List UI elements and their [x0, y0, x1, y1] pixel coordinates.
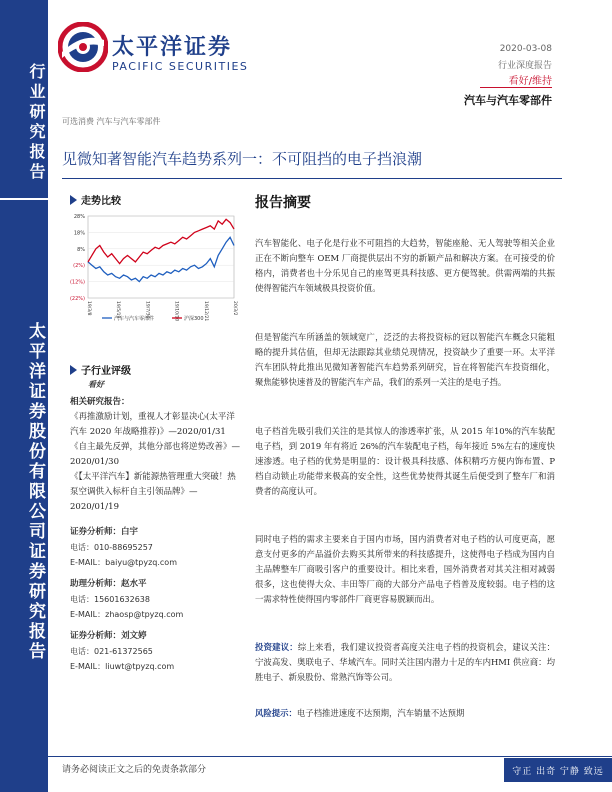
footer-motto: 守正 出奇 宁静 致远 — [504, 758, 612, 782]
series-line — [88, 219, 234, 263]
y-tick-label: (2%) — [73, 263, 85, 270]
y-tick-label: 28% — [73, 214, 85, 220]
trend-chart — [62, 208, 242, 328]
analyst-block — [70, 576, 240, 622]
related-reports — [70, 395, 240, 515]
legend-label: 沪深300 — [184, 316, 204, 322]
x-tick-label: 19/10/10 — [173, 301, 179, 322]
analyst-role: 证券分析师： — [70, 631, 122, 641]
analyst-role: 证券分析师： — [70, 527, 122, 537]
analyst-name: 白宇 — [121, 527, 139, 537]
page-title: 见微知著智能汽车趋势系列一：不可阻挡的电子挡浪潮 — [62, 150, 423, 168]
analyst-block — [70, 524, 240, 570]
investment-advice-label: 投资建议： — [255, 642, 298, 652]
footer-disclaimer: 请务必阅读正文之后的免责条款部分 — [62, 765, 207, 775]
risk-warning-label: 风险提示： — [255, 708, 297, 718]
analyst-phone: 电话：021-61372565 — [70, 647, 153, 656]
related-report-item: 《再推激励计划，重视人才彰显决心(太平洋汽车 2020 年战略推荐)》—2020/01/31 — [70, 412, 235, 437]
y-tick-label: (12%) — [69, 279, 85, 286]
x-tick-label: 19/12/21 — [202, 301, 208, 322]
rating-divider — [480, 87, 552, 88]
risk-warning-text: 电子档推进速度不达预期，汽车销量不达预期 — [296, 708, 465, 718]
analyst-block — [70, 628, 240, 674]
analyst-name: 赵水平 — [121, 579, 147, 589]
abstract-paragraph: 同时电子档的需求主要来自于国内市场，国内消费者对电子档的认可度更高，愿意支付更多的产品溢价去购买其所带来的科技感提升，这使得电子档成为国内自主品牌整车厂商吸引客户的重要设计。相比来看，国外消费者对其关注相对减弱很多，这也使得大众、丰田等厂商的大部分产品电子档普及度较弱。电子档的这一需求特性使得国内零部件厂商更容易脱颖而出。 — [255, 534, 555, 604]
y-tick-label: 18% — [73, 230, 85, 237]
analyst-role: 助理分析师： — [70, 579, 122, 589]
abstract-paragraph: 但是智能汽车所涵盖的领域宽广，泛泛的去将投资标的冠以智能汽车概念只能粗略的提升其估值，但却无法跟踪其业绩兑现情况，投资缺少了重要一环。太平洋汽车团队特此推出见微知著智能汽车趋势系列研究，旨在将智能汽车投资细化，聚焦能够快速普及的智能汽车产品，我们的系列一关注的是电子挡。 — [255, 332, 555, 387]
title-divider — [62, 178, 562, 179]
report-date: 2020-03-08 — [499, 44, 552, 54]
sub-rating-value: 看好 — [88, 380, 104, 389]
brand-name-cn: 太平洋证券 — [112, 35, 233, 60]
x-tick-label: 19/3/8 — [86, 301, 91, 316]
y-tick-label: 8% — [77, 246, 85, 253]
abstract-title: 报告摘要 — [255, 195, 311, 211]
triangle-bullet-icon — [70, 365, 77, 375]
related-reports-heading: 相关研究报告： — [70, 397, 130, 407]
chart-section-label: 走势比较 — [81, 196, 121, 207]
analyst-email[interactable]: E-MAIL：zhaosp@tpyzq.com — [70, 610, 184, 619]
analyst-phone: 电话：010-88695257 — [70, 543, 153, 552]
plot-frame — [88, 216, 234, 298]
x-tick-label: 19/5/19 — [115, 301, 121, 319]
related-report-item: 《自主最先反弹，其他分部也将逆势改善》—2020/01/30 — [70, 442, 241, 467]
investment-advice — [255, 640, 555, 685]
breadcrumb: 可选消费 汽车与汽车零部件 — [62, 117, 161, 126]
sector-name: 汽车与汽车零部件 — [464, 94, 552, 107]
analyst-email[interactable]: E-MAIL：baiyu@tpyzq.com — [70, 558, 177, 567]
legend-label: 汽车与汽车零部件 — [114, 316, 155, 322]
related-report-item: 《【太平洋汽车】新能源热管理重大突破！热泵空调供入标杆自主引领品牌》—2020/01/19 — [70, 472, 236, 512]
footer-divider — [48, 756, 612, 757]
x-tick-label: 20/3/2 — [232, 301, 237, 316]
abstract-paragraph: 汽车智能化、电子化是行业不可阻挡的大趋势，智能座舱、无人驾驶等相关企业正在不断向整车 OEM 厂商提供层出不穷的新颖产品和解决方案。在可接受的价格内，消费者也十分乐见自己的座驾更具科技感、更方便驾驶。供需两端的共振使得智能汽车领域极具投资价值。 — [255, 238, 555, 293]
sub-rating-label: 子行业评级 — [81, 366, 131, 377]
analyst-phone: 电话：15601632638 — [70, 595, 150, 604]
sub-rating-heading — [70, 362, 131, 377]
chart-section-heading — [70, 192, 121, 207]
company-logo-icon — [58, 22, 108, 72]
series-line — [88, 237, 234, 281]
investment-advice-text: 综上来看，我们建议投资者高度关注电子档的投资机会，建议关注：宁波高发、奥联电子、华域汽车。同时关注国内潜力十足的车内HMI 供应商：均胜电子、新泉股份、常熟汽饰等公司。 — [255, 642, 556, 682]
abstract-paragraph: 电子档首先吸引我们关注的是其惊人的渗透率扩张，从 2015 年10%的汽车装配电子档，到 2019 年有将近 26%的汽车装配电子档，每年接近 5%左右的速度快速渗透。电子档的优势是明显的：设计极具科技感、体积精巧方便内饰布置、P 档自动锁止功能带来极高的安全性，这些优势使得其诞生后便受到了整车厂和消费者的高度认可。 — [255, 426, 555, 496]
analyst-name: 刘文婷 — [121, 631, 147, 641]
y-tick-label: (22%) — [69, 296, 85, 302]
x-tick-label: 19/7/30 — [144, 301, 150, 319]
risk-warning — [255, 706, 555, 721]
industry-rating: 看好/维持 — [508, 76, 552, 87]
sidebar-label-main: 太平洋证券股份有限公司证券研究报告 — [25, 322, 45, 662]
analyst-email[interactable]: E-MAIL：liuwt@tpyzq.com — [70, 662, 175, 671]
triangle-bullet-icon — [70, 195, 77, 205]
brand-name-en: PACIFIC SECURITIES — [112, 60, 249, 73]
sidebar-label-top: 行业研究报告 — [27, 63, 46, 183]
report-type: 行业深度报告 — [497, 61, 552, 71]
